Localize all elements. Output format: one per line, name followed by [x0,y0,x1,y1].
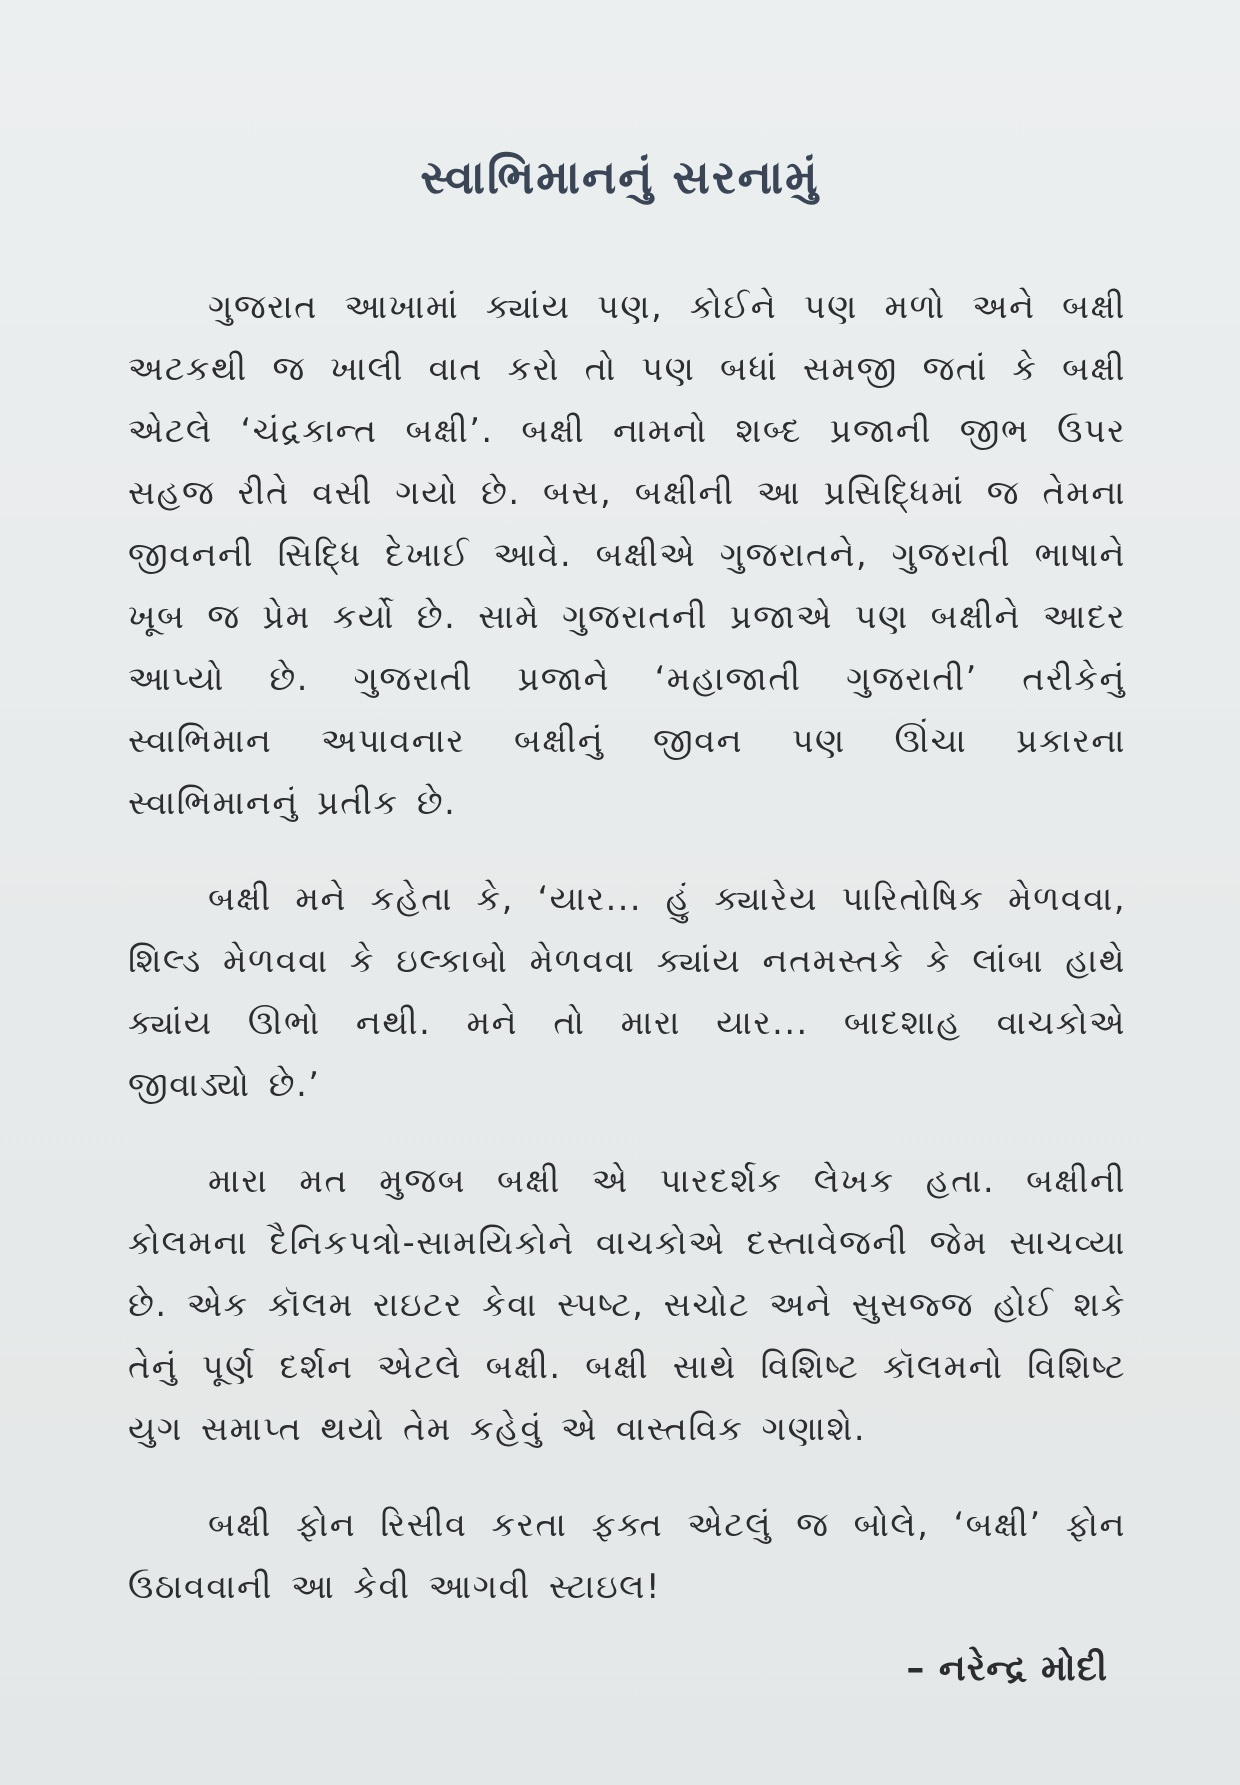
paragraph-3: મારા મત મુજબ બક્ષી એ પારદર્શક લેખક હતા. બક્ષીની કોલમના દૈનિકપત્રો-સામયિકોને વાચકોએ દસ્તાવેજની જેમ સાચવ્યા છે. એક કૉલમ રાઇટર કેવા સ્પષ્ટ, સચોટ અને સુસજ્જ હોઈ શકે તેનું પૂર્ણ દર્શન એટલે બક્ષી. બક્ષી સાથે વિશિષ્ટ કૉલમનો વિશિષ્ટ યુગ સમાપ્ત થયો તેમ કહેવું એ વાસ્તવિક ગણાશે. [128,1161,1126,1448]
paragraph-2: બક્ષી મને કહેતા કે, ‘યાર... હું ક્યારેય પારિતોષિક મેળવવા, શિલ્ડ મેળવવા કે ઇલ્કાબો મેળવવા ક્યાંય નતમસ્તકે કે લાંબા હાથે ક્યાંય ઊભો નથી. મને તો મારા યાર... બાદશાહ વાચકોએ જીવાડ્યો છે.’ [128,879,1126,1104]
author-signature: – નરેન્દ્ર મોદી [906,1648,1108,1689]
paragraph-1: ગુજરાત આખામાં ક્યાંય પણ, કોઈને પણ મળો અને બક્ષી અટકથી જ ખાલી વાત કરો તો પણ બધાં સમજી જતાં કે બક્ષી એટલે ‘ચંદ્રકાન્ત બક્ષી’. બક્ષી નામનો શબ્દ પ્રજાની જીભ ઉપર સહજ રીતે વસી ગયો છે. બસ, બક્ષીની આ પ્રસિદ્ધિમાં જ તેમના જીવનની સિદ્ધિ દેખાઈ આવે. બક્ષીએ ગુજરાતને, ગુજરાતી ભાષાને ખૂબ જ પ્રેમ કર્યો છે. સામે ગુજરાતની પ્રજાએ પણ બક્ષીને આદર આપ્યો છે. ગુજરાતી પ્રજાને ‘મહાજાતી ગુજરાતી’ તરીકેનું સ્વાભિમાન અપાવનાર બક્ષીનું જીવન પણ ઊંચા પ્રકારના સ્વાભિમાનનું પ્રતીક છે. [128,287,1126,822]
page-title: સ્વાભિમાનનું સરનામું [420,150,820,204]
article-body [128,276,1126,1652]
paragraph-4: બક્ષી ફોન રિસીવ કરતા ફક્ત એટલું જ બોલે, ‘બક્ષી’ ફોન ઉઠાવવાની આ કેવી આગવી સ્ટાઇલ! [128,1505,1126,1606]
